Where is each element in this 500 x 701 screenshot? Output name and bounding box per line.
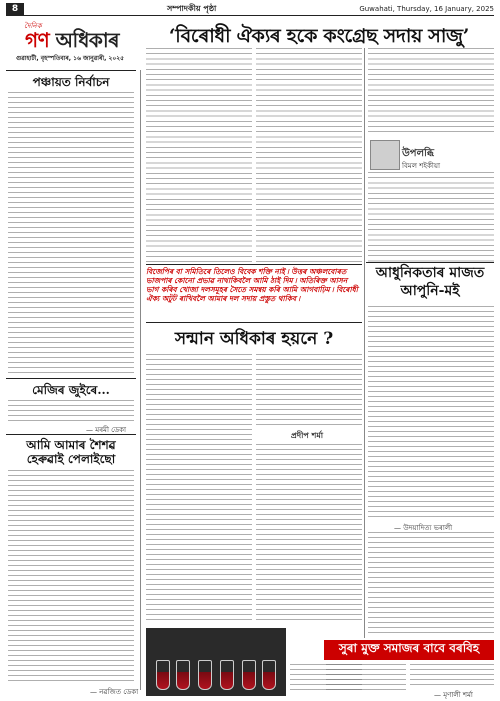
bottom-article-author: — মৃণালী শৰ্মা (434, 691, 473, 699)
quote-rule-bottom (146, 322, 362, 323)
quote-rule-top (146, 264, 362, 265)
page-number: 8 (6, 3, 24, 15)
page-header (6, 3, 494, 16)
masthead-divider (6, 70, 136, 71)
right-article-body-2 (368, 532, 494, 636)
bottom-article-col-2 (326, 664, 406, 694)
main-article-col-3a (368, 48, 494, 136)
main-article-col-2 (256, 48, 362, 262)
left-article-2-title: মেজিৰ জুইৰে... (32, 383, 110, 397)
masthead-daily: দৈনিক (24, 22, 42, 30)
masthead-name-right: অধিকাৰ (55, 28, 119, 52)
mid-article-subhead: প্ৰদীপ শৰ্মা (290, 430, 324, 440)
main-article-col-1 (146, 48, 252, 262)
column-divider-2 (364, 48, 365, 638)
left-divider-2 (6, 434, 136, 435)
pull-quote: বিজেপিৰ বা সমিতিৰে তিলেও বিবেক শক্তি নাই ৷ উত্তৰ অঞ্চলবোৰত ভাজপাৰ কোনো প্ৰভাৱ নাথাকিবলৈ আমি ঠাই দিম ৷ অতিৰিক্ত আসন ভাগ কৰিব খোজা দলসমূহৰ সৈতে সমন্বয় কৰি আমি আগবাঢ়িম ৷ বিৰোধী ঐক্য অটুট ৰাখিবলৈ আমাৰ দল সদায় প্ৰস্তুত থাকিব ৷ (146, 267, 358, 303)
column-author: বিমল শইকীয়া (402, 162, 441, 170)
mid-article-col-1 (146, 354, 252, 624)
left-divider-1 (6, 378, 136, 379)
column-divider-1 (140, 70, 141, 690)
right-article-author: — উদয়াদিত্য ভৰালী (394, 524, 453, 532)
left-article-3-body (8, 470, 134, 684)
masthead-dateline: গুৱাহাটী, বৃহস্পতিবাৰ, ১৬ জানুৱাৰী, ২০২৫ (15, 55, 125, 62)
main-headline: ‘বিৰোধী ঐক্যৰ হকে কংগ্ৰেছ সদায় সাজু’ (168, 25, 470, 47)
left-article-3-author: — নৱজিত ডেকা (90, 688, 139, 696)
left-article-2-author: — মৰমী ডেকা (86, 426, 127, 434)
left-article-3-title: আমি আমাৰ শৈশৱ হেৰুৱাই পেলাইছো (26, 438, 116, 466)
column-label: উপলব্ধি (402, 148, 435, 159)
mid-article-col-2a (256, 354, 362, 428)
bottom-article-col-3 (410, 664, 494, 688)
right-article-body-1 (368, 306, 494, 518)
right-article-title: আধুনিকতাৰ মাজত আপুনি-মই (375, 265, 485, 299)
right-divider (366, 262, 494, 263)
main-article-col-3b (368, 172, 494, 262)
left-article-2-body (8, 400, 134, 422)
left-article-title: পঞ্চায়ত নিৰ্বাচন (32, 75, 110, 89)
mid-headline: সন্মান অধিকাৰ হয়নে ? (174, 329, 334, 349)
mid-article-col-2b (256, 444, 362, 622)
section-title: সম্পাদকীয় পৃষ্ঠা (166, 3, 217, 13)
author-photo (370, 140, 400, 170)
masthead-name-left: গণ (25, 28, 50, 52)
bottom-article-banner: সুৰা মুক্ত সমাজৰ বাবে বৰবিহ (324, 640, 494, 660)
wine-glasses-photo (146, 628, 286, 696)
left-article-body (8, 92, 134, 374)
issue-date: Guwahati, Thursday, 16 January, 2025 (359, 5, 494, 13)
